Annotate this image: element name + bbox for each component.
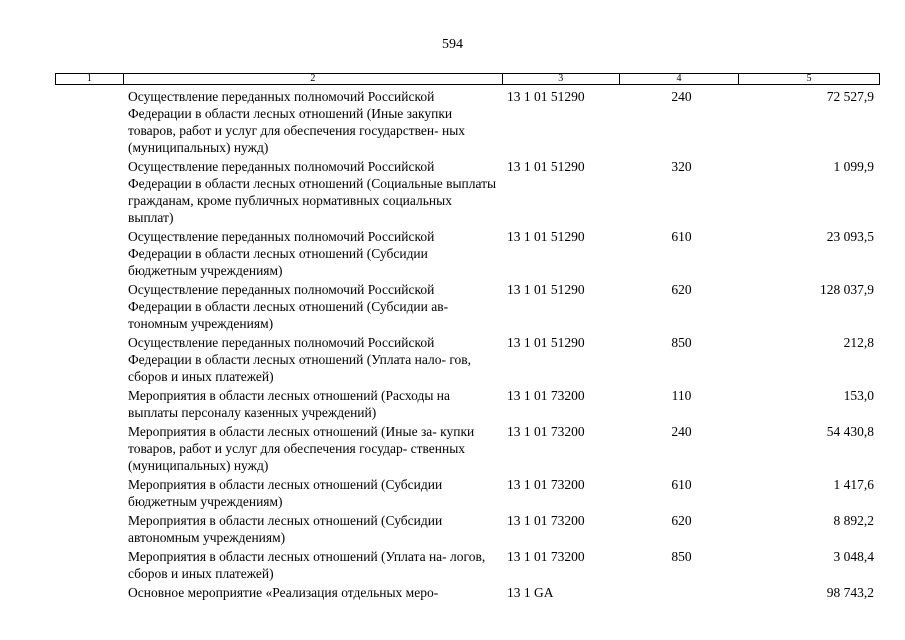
row-spacer: [55, 88, 128, 156]
table-row: [55, 584, 880, 601]
row-name: Основное мероприятие «Реализация отдельных меро-: [128, 585, 439, 600]
row-type: 610: [671, 477, 692, 492]
table-body: [55, 88, 880, 603]
row-spacer: [55, 334, 128, 385]
row-code: 13 1 01 51290: [507, 89, 585, 104]
header-col-4: 4: [620, 74, 740, 84]
row-type: 320: [671, 159, 692, 174]
row-spacer: [55, 476, 128, 510]
table-row: [55, 228, 880, 279]
row-name: Мероприятия в области лесных отношений (Уплата на- логов, сборов и иных платежей): [128, 549, 486, 581]
row-name: Осуществление переданных полномочий Российской Федерации в области лесных отношений (Иные закупки товаров, работ и услуг для обеспечения государствен- ных (муниципальных) нужд): [128, 89, 466, 155]
row-amount: 98 743,2: [826, 585, 874, 600]
row-code: 13 1 GA: [507, 585, 554, 600]
row-amount: 1 099,9: [833, 159, 874, 174]
row-amount: 8 892,2: [833, 513, 874, 528]
row-spacer: [55, 387, 128, 421]
row-spacer: [55, 512, 128, 546]
row-spacer: [55, 584, 128, 601]
table-row: [55, 88, 880, 156]
row-code: 13 1 01 73200: [507, 549, 585, 564]
header-col-3: 3: [503, 74, 620, 84]
header-col-2: 2: [124, 74, 503, 84]
row-type: 620: [671, 282, 692, 297]
row-type: 850: [671, 335, 692, 350]
row-name: Мероприятия в области лесных отношений (Расходы на выплаты персоналу казенных учреждений): [128, 388, 450, 420]
row-amount: 1 417,6: [833, 477, 874, 492]
row-spacer: [55, 423, 128, 474]
row-type: 240: [671, 424, 692, 439]
row-amount: 54 430,8: [826, 424, 874, 439]
row-spacer: [55, 548, 128, 582]
table-row: [55, 512, 880, 546]
table-row: [55, 548, 880, 582]
page-number: 594: [442, 37, 463, 52]
table-row: [55, 476, 880, 510]
row-type: 240: [671, 89, 692, 104]
row-amount: 3 048,4: [833, 549, 874, 564]
row-name: Мероприятия в области лесных отношений (Иные за- купки товаров, работ и услуг для обеспечения государ- ственных (муниципальных) нужд): [128, 424, 475, 473]
table-row: [55, 281, 880, 332]
row-amount: 153,0: [843, 388, 874, 403]
row-code: 13 1 01 73200: [507, 424, 585, 439]
table-row: [55, 387, 880, 421]
table-header: [55, 73, 880, 85]
row-amount: 23 093,5: [826, 229, 874, 244]
row-code: 13 1 01 73200: [507, 388, 585, 403]
row-code: 13 1 01 73200: [507, 513, 585, 528]
row-spacer: [55, 281, 128, 332]
row-type: 620: [671, 513, 692, 528]
row-code: 13 1 01 51290: [507, 282, 585, 297]
row-name: Мероприятия в области лесных отношений (Субсидии автономным учреждениям): [128, 513, 443, 545]
row-spacer: [55, 228, 128, 279]
row-type: 850: [671, 549, 692, 564]
header-col-1: 1: [56, 74, 124, 84]
row-code: 13 1 01 51290: [507, 229, 585, 244]
row-type: [623, 584, 740, 601]
row-name: Осуществление переданных полномочий Российской Федерации в области лесных отношений (Уплата нало- гов, сборов и иных платежей): [128, 335, 472, 384]
table-row: [55, 423, 880, 474]
row-name: Осуществление переданных полномочий Российской Федерации в области лесных отношений (Социальные выплаты гражданам, кроме публичных нормативных социальных выплат): [128, 159, 497, 225]
row-amount: 212,8: [843, 335, 874, 350]
row-code: 13 1 01 51290: [507, 159, 585, 174]
row-code: 13 1 01 51290: [507, 335, 585, 350]
table-row: [55, 158, 880, 226]
row-name: Осуществление переданных полномочий Российской Федерации в области лесных отношений (Субсидии бюджетным учреждениям): [128, 229, 435, 278]
row-code: 13 1 01 73200: [507, 477, 585, 492]
row-spacer: [55, 158, 128, 226]
table-row: [55, 334, 880, 385]
row-amount: 72 527,9: [826, 89, 874, 104]
row-type: 610: [671, 229, 692, 244]
row-amount: 128 037,9: [820, 282, 874, 297]
row-type: 110: [671, 388, 692, 403]
header-col-5: 5: [806, 73, 812, 84]
row-name: Осуществление переданных полномочий Российской Федерации в области лесных отношений (Субсидии ав- тономным учреждениям): [128, 282, 449, 331]
row-name: Мероприятия в области лесных отношений (Субсидии бюджетным учреждениям): [128, 477, 443, 509]
